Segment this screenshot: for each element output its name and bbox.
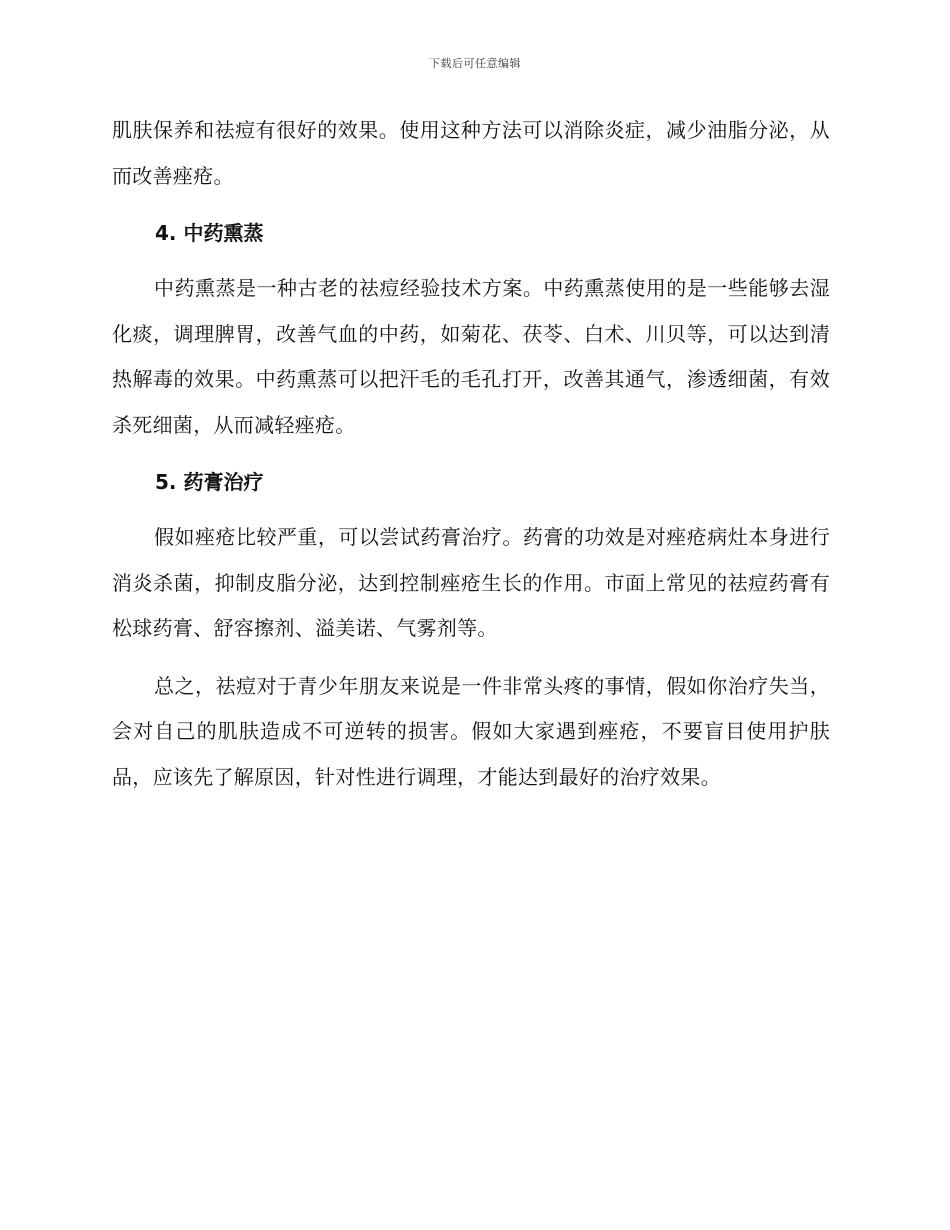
document-body	[112, 108, 830, 812]
paragraph-herbal-steam: 中药熏蒸是一种古老的祛痘经验技术方案。中药熏蒸使用的是一些能够去湿化痰，调理脾胃，改善气血的中药，如菊花、茯苓、白术、川贝等，可以达到清热解毒的效果。中药熏蒸可以把汗毛的毛孔打开，改善其通气，渗透细菌，有效杀死细菌，从而减轻痤疮。	[112, 276, 830, 437]
header-note: 下载后可任意编辑	[429, 57, 521, 70]
paragraph-continued: 肌肤保养和祛痘有很好的效果。使用这种方法可以消除炎症，减少油脂分泌，从而改善痤疮。	[112, 118, 830, 188]
section-heading-4: 4. 中药熏蒸	[155, 221, 264, 245]
paragraph-ointment: 假如痤疮比较严重，可以尝试药膏治疗。药膏的功效是对痤疮病灶本身进行消炎杀菌，抑制皮脂分泌，达到控制痤疮生长的作用。市面上常见的祛痘药膏有松球药膏、舒容擦剂、溢美诺、气雾剂等。	[112, 525, 830, 640]
paragraph-conclusion: 总之，祛痘对于青少年朋友来说是一件非常头疼的事情，假如你治疗失当，会对自己的肌肤造成不可逆转的损害。假如大家遇到痤疮，不要盲目使用护肤品，应该先了解原因，针对性进行调理，才能达到最好的治疗效果。	[112, 673, 830, 789]
section-heading-5: 5. 药膏治疗	[155, 470, 264, 494]
